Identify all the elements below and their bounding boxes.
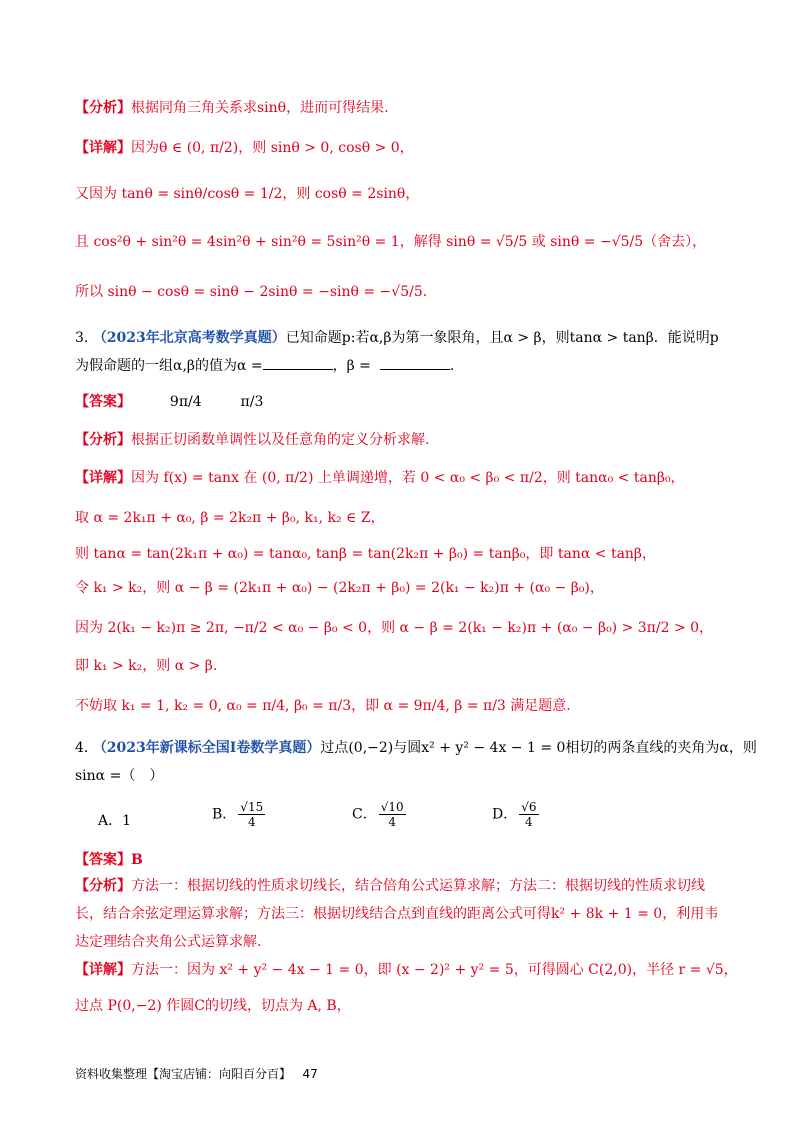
q3-detail-line-3: [75, 544, 725, 564]
q4-answer-tag: 【答案】: [75, 852, 131, 868]
q4-detail-2: 过点 P(0,−2) 作圆C的切线，切点为 A, B，: [75, 998, 351, 1014]
q4-detail-line-2: [75, 996, 725, 1016]
detail-text-3: 且 cos²θ + sin²θ = 4sin²θ + sin²θ = 5sin²θ = 1，解得 sinθ = √5/5 或 sinθ = −√5/5（舍去），: [75, 234, 707, 250]
page-number: 47: [302, 1067, 318, 1081]
q3-stem-2: 为假命题的一组α,β的值为α =: [75, 358, 263, 374]
detail-line-3: [75, 232, 725, 252]
q3-answer-1: 9π/4: [169, 394, 202, 410]
q4-number: 4.: [75, 740, 89, 756]
q4-detail-line-1: [75, 960, 738, 980]
q4-option-d-label: D．: [492, 806, 518, 823]
q4-option-c-num: √10: [380, 800, 404, 814]
q4-option-d-den: 4: [525, 815, 533, 829]
q4-option-d-num: √6: [521, 800, 537, 814]
detail-text-2: 又因为 tanθ = sinθ/cosθ = 1/2，则 cosθ = 2sinθ，: [75, 186, 420, 202]
detail-text-1: 因为θ ∈ (0, π/2)，则 sinθ > 0, cosθ > 0，: [131, 140, 414, 156]
q4-option-b-den: 4: [247, 815, 256, 829]
q3-detail-7: 不妨取 k₁ = 1, k₂ = 0, α₀ = π/4, β₀ = π/3，即 α = 9π/4, β = π/3 满足题意.: [75, 698, 571, 714]
q3-detail-4: 令 k₁ > k₂，则 α − β = (2k₁π + α₀) − (2k₂π + β₀) = 2(k₁ − k₂)π + (α₀ − β₀)，: [75, 580, 604, 596]
q4-option-a[interactable]: [98, 810, 131, 830]
q4-answer-value: B: [131, 852, 143, 868]
q4-analysis-text: 方法一：根据切线的性质求切线长，结合倍角公式运算求解；方法二：根据切线的性质求切线长，结合余弦定理运算求解；方法三：根据切线结合点到直线的距离公式可得k² + 8k + 1 = 0，利用韦达定理结合夹角公式运算求解.: [75, 878, 719, 950]
q4-analysis-block: [75, 872, 725, 956]
q3-answer-tag: 【答案】: [75, 394, 131, 410]
q3-stem-end: .: [449, 358, 455, 374]
q3-detail-line-4: [75, 578, 725, 598]
q4-option-b-num: √15: [240, 800, 264, 814]
q4-detail-tag: 【详解】: [75, 962, 131, 978]
q4-option-c-den: 4: [388, 815, 396, 829]
q3-detail-1: 因为 f(x) = tanx 在 (0, π/2) 上单调递增，若 0 < α₀ < β₀ < π/2，则 tanα₀ < tanβ₀，: [131, 470, 685, 486]
analysis-line: [75, 98, 725, 118]
q3-stem-line-2: [75, 356, 725, 376]
q4-stem-line-1: [75, 738, 757, 758]
q4-option-b-label: B．: [212, 806, 237, 823]
q3-detail-3: 则 tanα = tan(2k₁π + α₀) = tanα₀, tanβ = tan(2k₂π + β₀) = tanβ₀，即 tanα < tanβ，: [75, 546, 657, 562]
detail-line-2: [75, 184, 725, 204]
q3-analysis-text: 根据正切函数单调性以及任意角的定义分析求解.: [131, 432, 430, 448]
q4-option-b[interactable]: [212, 800, 267, 829]
q3-blank-beta[interactable]: [380, 369, 450, 370]
detail-line-1: [75, 138, 725, 158]
q3-detail-line-2: [75, 508, 725, 528]
q4-option-b-frac: [238, 800, 265, 829]
q3-analysis-tag: 【分析】: [75, 432, 131, 448]
q4-option-c[interactable]: [352, 800, 408, 829]
q3-answer-2: π/3: [240, 394, 264, 410]
analysis-tag: 【分析】: [75, 100, 131, 116]
analysis-text: 根据同角三角关系求sinθ，进而可得结果.: [131, 100, 389, 116]
detail-tag: 【详解】: [75, 140, 131, 156]
q4-answer-line: [75, 850, 725, 870]
q4-option-d-frac: [519, 800, 538, 829]
q3-answer-line: [75, 392, 725, 412]
q4-analysis-tag: 【分析】: [75, 878, 131, 894]
q4-option-d[interactable]: [492, 800, 541, 829]
q4-option-c-frac: [379, 800, 406, 829]
page-footer: [75, 1065, 318, 1082]
q4-option-a-text: A．1: [98, 813, 132, 829]
q3-detail-line-1: [75, 468, 725, 488]
q3-analysis-line: [75, 430, 725, 450]
q3-detail-tag: 【详解】: [75, 470, 131, 486]
q4-stem-line-2: [75, 766, 725, 786]
detail-text-4: 所以 sinθ − cosθ = sinθ − 2sinθ = −sinθ = −√5/5.: [75, 284, 428, 300]
q3-stem-1: 已知命题p:若α,β为第一象限角，且α > β，则tanα > tanβ．能说明p: [285, 330, 719, 346]
q3-detail-5: 因为 2(k₁ − k₂)π ≥ 2π, −π/2 < α₀ − β₀ < 0，则 α − β = 2(k₁ − k₂)π + (α₀ − β₀) > 3π/2 > 0，: [75, 620, 714, 636]
detail-line-4: [75, 282, 725, 302]
q4-stem-2: sinα =（ ）: [75, 768, 164, 784]
q4-stem-1: 过点(0,−2)与圆x² + y² − 4x − 1 = 0相切的两条直线的夹角为α，则: [320, 740, 757, 756]
q3-detail-line-5: [75, 618, 725, 638]
q3-stem-3: ，β =: [332, 358, 371, 374]
q3-blank-alpha[interactable]: [263, 369, 333, 370]
q3-detail-2: 取 α = 2k₁π + α₀, β = 2k₂π + β₀, k₁, k₂ ∈ Z，: [75, 510, 385, 526]
q3-detail-6: 即 k₁ > k₂，则 α > β.: [75, 658, 218, 674]
q3-number: 3.: [75, 330, 89, 346]
q4-source: （2023年新课标全国Ⅰ卷数学真题）: [92, 740, 321, 756]
q3-detail-line-6: [75, 656, 725, 676]
q4-option-c-label: C．: [352, 806, 377, 823]
q4-detail-1: 方法一：因为 x² + y² − 4x − 1 = 0，即 (x − 2)² + y² = 5，可得圆心 C(2,0)，半径 r = √5，: [131, 962, 738, 978]
q3-detail-line-7: [75, 696, 725, 716]
footer-text: 资料收集整理【淘宝店铺：向阳百分百】: [75, 1067, 292, 1081]
q3-stem-line-1: [75, 328, 725, 348]
q3-source: （2023年北京高考数学真题）: [92, 330, 286, 346]
